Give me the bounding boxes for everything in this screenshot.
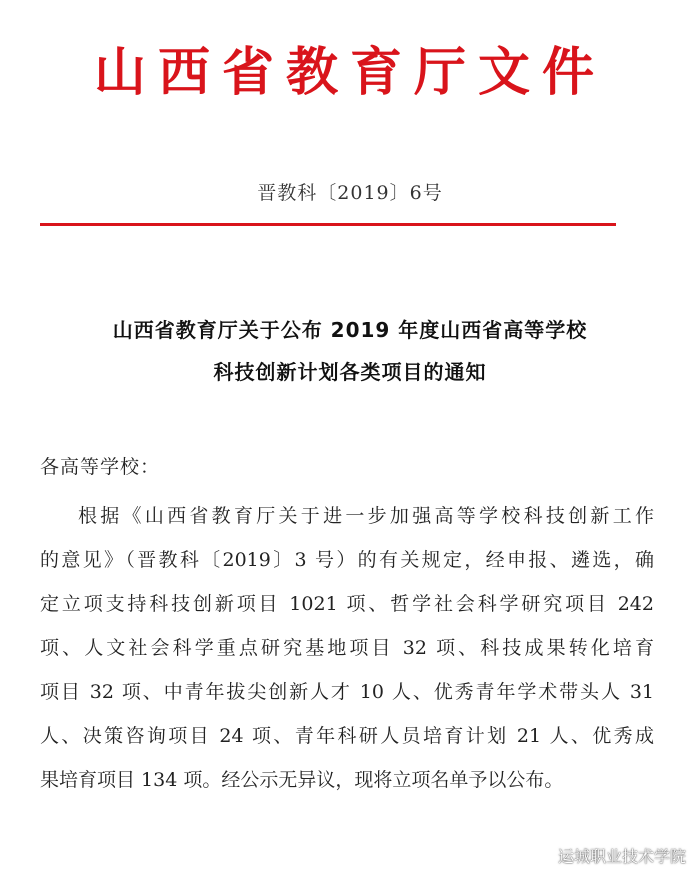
source-watermark: [530, 844, 686, 867]
notice-title-line-1: 山西省教育厅关于公布 2019 年度山西省高等学校: [112, 318, 588, 342]
salutation: 各高等学校：: [40, 456, 161, 478]
body-paragraph: [40, 494, 654, 802]
red-divider-rule: [40, 223, 616, 226]
document-header-title: 山西省教育厅文件: [93, 42, 606, 103]
body-line: 根据《山西省教育厅关于进一步加强高等学校科技创新工作: [78, 505, 654, 527]
body-line: 人、决策咨询项目 24 项、青年科研人员培育计划 21 人、优秀成: [40, 725, 654, 747]
document-number: 晋教科〔2019〕6号: [257, 182, 443, 204]
notice-title-line-2: 科技创新计划各类项目的通知: [213, 360, 487, 384]
body-line: 项目 32 项、中青年拔尖创新人才 10 人、优秀青年学术带头人 31: [40, 681, 654, 703]
body-line: 果培育项目 134 项。经公示无异议，现将立项名单予以公布。: [40, 769, 564, 791]
wechat-icon: [530, 847, 552, 865]
watermark-text: 运城职业技术学院: [557, 847, 686, 866]
body-line: 定立项支持科技创新项目 1021 项、哲学社会科学研究项目 242: [40, 593, 654, 615]
body-line: 项、人文社会科学重点研究基地项目 32 项、科技成果转化培育: [40, 637, 654, 659]
body-line: 的意见》（晋教科〔2019〕3 号）的有关规定，经申报、遴选，确: [40, 549, 654, 571]
